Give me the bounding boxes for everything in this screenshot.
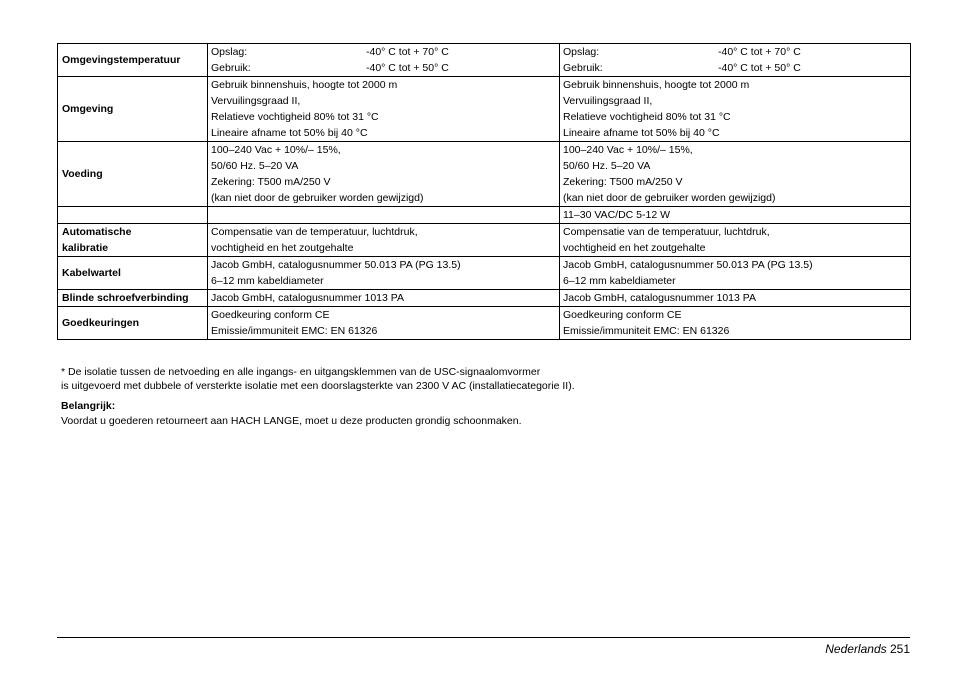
- spec-line: Emissie/immuniteit EMC: EN 61326: [563, 325, 730, 337]
- spec-value-cell: [208, 44, 560, 77]
- page-footer: [825, 642, 910, 656]
- spec-value-cell: [560, 307, 911, 340]
- row-label: [58, 142, 208, 207]
- spec-line: Gebruik binnenshuis, hoogte tot 2000 m: [211, 79, 398, 91]
- spec-pair: [211, 60, 556, 76]
- table-row: [58, 290, 911, 307]
- spec-value-cell: [560, 142, 911, 207]
- spec-value-cell: [560, 257, 911, 290]
- spec-line: Relatieve vochtigheid 80% tot 31 °C: [563, 111, 731, 123]
- row-label: [58, 44, 208, 77]
- spec-line: 6–12 mm kabeldiameter: [211, 275, 324, 287]
- spec-value: -40° C tot + 50° C: [718, 62, 801, 74]
- spec-value: -40° C tot + 70° C: [718, 46, 801, 58]
- spec-pair: [563, 60, 907, 76]
- spec-key: Opslag:: [563, 46, 600, 58]
- spec-line: Jacob GmbH, catalogusnummer 50.013 PA (PG 13.5): [211, 259, 461, 271]
- row-label-line: Omgevingstemperatuur: [62, 54, 181, 66]
- spec-pair: [563, 44, 907, 60]
- specifications-table-body: [58, 44, 911, 340]
- row-label-line: Automatische: [62, 226, 132, 238]
- spec-value: -40° C tot + 50° C: [366, 62, 449, 74]
- spec-line: 100–240 Vac + 10%/– 15%,: [211, 144, 341, 156]
- row-label-line: kalibratie: [62, 242, 109, 254]
- row-label-line: Goedkeuringen: [62, 317, 140, 329]
- spec-line: 50/60 Hz. 5–20 VA: [211, 160, 299, 172]
- row-label-line: Omgeving: [62, 103, 114, 115]
- note-title: Belangrijk:: [61, 400, 116, 412]
- footer-language: Nederlands: [825, 642, 887, 656]
- footnote-line: is uitgevoerd met dubbele of versterkte isolatie met een doorslagsterkte van 2300 V AC (installatiecategorie II).: [61, 380, 575, 392]
- row-label: [58, 257, 208, 290]
- spec-line: Jacob GmbH, catalogusnummer 1013 PA: [211, 292, 404, 304]
- spec-line: Compensatie van de temperatuur, luchtdruk,: [211, 226, 418, 238]
- spec-value-cell: [560, 207, 911, 224]
- spec-line: Lineaire afname tot 50% bij 40 °C: [563, 127, 720, 139]
- spec-line: vochtigheid en het zoutgehalte: [563, 242, 706, 254]
- spec-value-cell: [560, 44, 911, 77]
- spec-line: Jacob GmbH, catalogusnummer 50.013 PA (PG 13.5): [563, 259, 813, 271]
- spec-pair: [211, 44, 556, 60]
- spec-value-cell: [208, 290, 560, 307]
- spec-line: (kan niet door de gebruiker worden gewijzigd): [211, 192, 424, 204]
- spec-line: Lineaire afname tot 50% bij 40 °C: [211, 127, 368, 139]
- table-row: [58, 207, 911, 224]
- row-label: [58, 290, 208, 307]
- spec-line: Goedkeuring conform CE: [563, 309, 682, 321]
- spec-value-cell: [208, 77, 560, 142]
- spec-value: -40° C tot + 70° C: [366, 46, 449, 58]
- table-row: [58, 257, 911, 290]
- row-label: [58, 77, 208, 142]
- spec-value-cell: [208, 142, 560, 207]
- spec-value-cell: [208, 207, 560, 224]
- spec-line: Relatieve vochtigheid 80% tot 31 °C: [211, 111, 379, 123]
- spec-value-cell: [560, 290, 911, 307]
- footnote: [61, 365, 575, 393]
- row-label: [58, 207, 208, 224]
- spec-value-cell: [208, 224, 560, 257]
- row-label-line: Kabelwartel: [62, 267, 121, 279]
- spec-line: (kan niet door de gebruiker worden gewijzigd): [563, 192, 776, 204]
- table-row: [58, 77, 911, 142]
- table-row: [58, 44, 911, 77]
- footnote-line: * De isolatie tussen de netvoeding en alle ingangs- en uitgangsklemmen van de USC-signaalomvormer: [61, 366, 541, 378]
- specifications-table: [57, 43, 911, 340]
- spec-key: Gebruik:: [563, 62, 603, 74]
- spec-line: 6–12 mm kabeldiameter: [563, 275, 676, 287]
- spec-line: 100–240 Vac + 10%/– 15%,: [563, 144, 693, 156]
- table-row: [58, 142, 911, 207]
- footer-divider: [57, 637, 910, 638]
- spec-line: vochtigheid en het zoutgehalte: [211, 242, 354, 254]
- row-label-line: Voeding: [62, 168, 103, 180]
- spec-value-cell: [560, 77, 911, 142]
- spec-line: [211, 207, 556, 223]
- row-label: [58, 307, 208, 340]
- spec-line: Jacob GmbH, catalogusnummer 1013 PA: [563, 292, 756, 304]
- spec-key: Opslag:: [211, 46, 248, 58]
- spec-value-cell: [208, 257, 560, 290]
- row-label: [58, 224, 208, 257]
- spec-line: 50/60 Hz. 5–20 VA: [563, 160, 651, 172]
- spec-key: Gebruik:: [211, 62, 251, 74]
- spec-line: Vervuilingsgraad II,: [563, 95, 653, 107]
- spec-line: Gebruik binnenshuis, hoogte tot 2000 m: [563, 79, 750, 91]
- note-text: Voordat u goederen retourneert aan HACH LANGE, moet u deze producten grondig schoonmaken.: [61, 415, 522, 427]
- spec-value-cell: [208, 307, 560, 340]
- spec-line: Emissie/immuniteit EMC: EN 61326: [211, 325, 378, 337]
- spec-line: Vervuilingsgraad II,: [211, 95, 301, 107]
- table-row: [58, 307, 911, 340]
- row-label-line: Blinde schroefverbinding: [62, 292, 189, 304]
- page-number: 251: [889, 642, 910, 656]
- table-row: [58, 224, 911, 257]
- spec-line: Goedkeuring conform CE: [211, 309, 330, 321]
- spec-value-cell: [560, 224, 911, 257]
- spec-line: Zekering: T500 mA/250 V: [563, 176, 683, 188]
- spec-line: Zekering: T500 mA/250 V: [211, 176, 331, 188]
- spec-line: Compensatie van de temperatuur, luchtdruk,: [563, 226, 770, 238]
- spec-line: 11–30 VAC/DC 5-12 W: [563, 209, 670, 221]
